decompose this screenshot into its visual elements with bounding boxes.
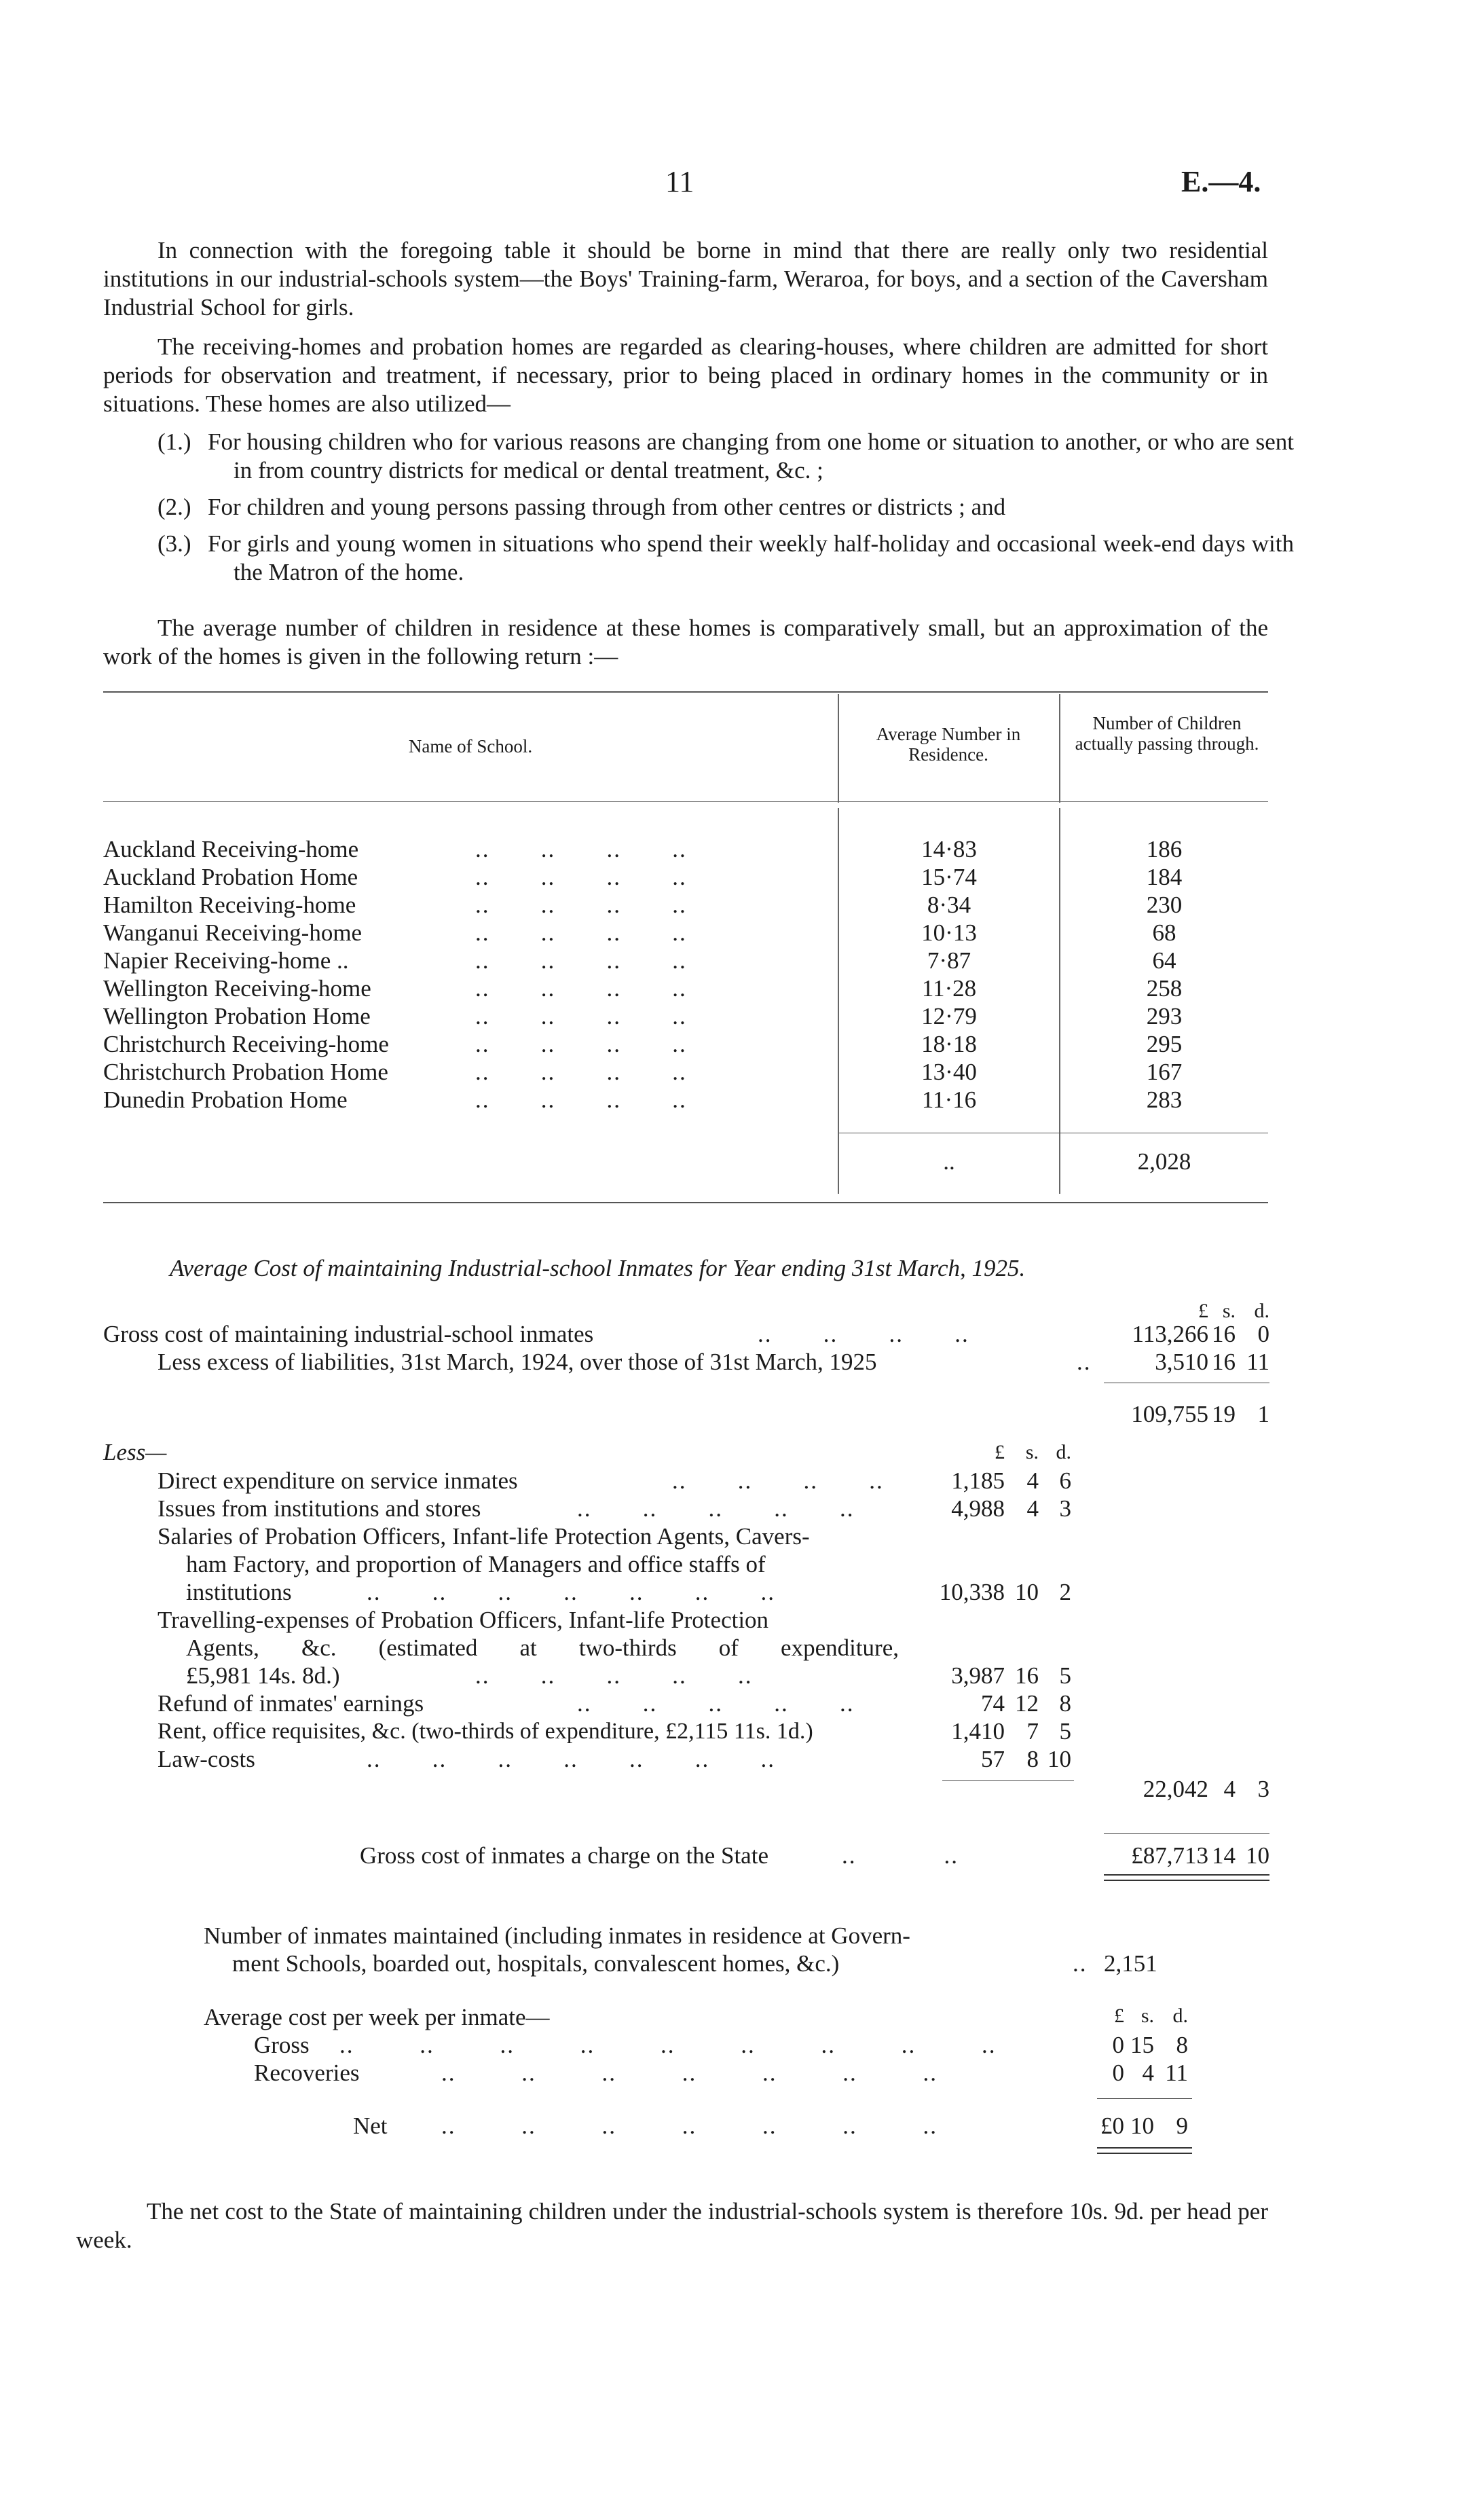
deduction-pounds: 57 — [981, 1746, 1005, 1772]
weekly-shillings: 4 — [1142, 2060, 1154, 2086]
gross-pounds: 113,266 — [1132, 1321, 1208, 1347]
paragraph-1: In connection with the foregoing table it should be borne in mind that there are really only two residential institutions in our industrial-schools system—the Boys' Training-farm, Weraroa, for boys, and a section of the Caversham Industrial School for girls. — [103, 237, 1268, 321]
passing-value: 230 — [1146, 892, 1183, 918]
column-header-passing: Number of Children actually passing through. — [1075, 713, 1259, 754]
leader-dots: .. .. .. .. .. — [475, 1662, 753, 1689]
closing-paragraph: The net cost to the State of maintaining children under the industrial-schools system is therefore 10s. 9d. per head per week. — [76, 2198, 1268, 2253]
leader-dots: .. .. .. .. — [758, 1321, 969, 1347]
school-name: Wanganui Receiving-home — [103, 919, 363, 946]
leader-dots: .. .. .. .. .. .. .. — [441, 2113, 938, 2139]
leader-dots: .. .. .. .. .. .. .. — [367, 1746, 775, 1772]
average-value: 13·40 — [921, 1059, 977, 1085]
deduction-pounds: 4,988 — [951, 1495, 1005, 1522]
pence-head: d. — [1254, 1300, 1269, 1322]
school-name: Hamilton Receiving-home — [103, 892, 356, 918]
passing-value: 295 — [1146, 1031, 1183, 1057]
deductions-total-shillings: 4 — [1223, 1776, 1236, 1802]
deduction-shillings: 4 — [1026, 1467, 1039, 1494]
list-item: For girls and young women in situations who spend their weekly half-holiday and occasional week-end days with the Matron of the home. — [208, 530, 1294, 585]
school-name: Wellington Receiving-home — [103, 975, 371, 1002]
weekly-pounds-head: £ — [1114, 2005, 1124, 2027]
deduction-label: Refund of inmates' earnings — [157, 1690, 424, 1717]
deduction-shillings: 16 — [1015, 1662, 1039, 1689]
passing-value: 64 — [1152, 947, 1176, 974]
deduction-pence: 8 — [1059, 1690, 1071, 1717]
average-value: 12·79 — [921, 1003, 977, 1029]
leader-dots: .. .. .. .. .. — [577, 1495, 855, 1522]
inmates-label: ment Schools, boarded out, hospitals, convalescent homes, &c.) — [232, 1950, 840, 1977]
average-value: 11·28 — [921, 975, 977, 1002]
passing-value: 293 — [1146, 1003, 1183, 1029]
less-excess-pence: 11 — [1246, 1349, 1269, 1375]
passing-value: 186 — [1146, 836, 1183, 862]
deduction-label: Direct expenditure on service inmates — [157, 1467, 518, 1494]
less-excess-shillings: 16 — [1212, 1349, 1236, 1375]
leader-dots: .. .. .. .. — [475, 864, 687, 890]
inmates-count: 2,151 — [1104, 1950, 1157, 1977]
list-item: For housing children who for various reasons are changing from one home or situation to another, or who are sent in from country districts for medical or dental treatment, &c. ; — [208, 428, 1294, 483]
school-name: Christchurch Receiving-home — [103, 1031, 389, 1057]
deduction-shillings-head: s. — [1025, 1441, 1039, 1463]
net-state-pence: 10 — [1246, 1842, 1269, 1869]
deduction-pence: 10 — [1047, 1746, 1071, 1772]
leader-dots: .. .. .. .. — [475, 975, 687, 1002]
weekly-pence: 11 — [1165, 2060, 1188, 2086]
passing-value: 68 — [1152, 919, 1176, 946]
deduction-label: Agents, &c. (estimated at two-thirds of expenditure, — [186, 1634, 899, 1661]
leader-dots: .. — [1077, 1349, 1092, 1375]
list-item-number: (1.) — [157, 428, 191, 455]
deduction-label: institutions — [186, 1579, 292, 1605]
leader-dots: .. .. .. .. .. — [577, 1690, 855, 1717]
deduction-label: Travelling-expenses of Probation Officers, Infant-life Protection — [157, 1607, 769, 1633]
average-value: 14·83 — [921, 836, 977, 862]
net-state-label: Gross cost of inmates a charge on the State — [360, 1842, 768, 1869]
leader-dots: .. .. .. .. — [475, 892, 687, 918]
weekly-shillings-head: s. — [1140, 2005, 1154, 2027]
leader-dots: .. .. .. .. — [475, 919, 687, 946]
page-number: 11 — [665, 165, 694, 198]
average-value: 18·18 — [921, 1031, 977, 1057]
subtotal-pounds: 109,755 — [1131, 1401, 1208, 1427]
weekly-row-label: Recoveries — [254, 2060, 360, 2086]
weekly-shillings: 15 — [1130, 2032, 1154, 2058]
deduction-pence-head: d. — [1056, 1441, 1071, 1463]
average-value: 10·13 — [921, 919, 977, 946]
shillings-head: s. — [1222, 1300, 1236, 1322]
deduction-pence: 5 — [1059, 1718, 1071, 1744]
net-label: Net — [353, 2113, 388, 2139]
deduction-label: Salaries of Probation Officers, Infant-life Protection Agents, Cavers- — [157, 1523, 810, 1550]
subtotal-shillings: 19 — [1212, 1401, 1236, 1427]
average-value: 7·87 — [927, 947, 971, 974]
deduction-shillings: 7 — [1026, 1718, 1039, 1744]
total-passing: 2,028 — [1137, 1148, 1191, 1175]
report-code: E.—4. — [1181, 165, 1261, 198]
deduction-pounds: 1,410 — [951, 1718, 1005, 1744]
deduction-label: Law-costs — [157, 1746, 255, 1772]
leader-dots: .. .. .. .. — [475, 1031, 687, 1057]
leader-dots: .. .. .. .. — [475, 1003, 687, 1029]
net-pounds: £0 — [1100, 2113, 1124, 2139]
school-name: Auckland Receiving-home — [103, 836, 359, 862]
deduction-pounds: 3,987 — [951, 1662, 1005, 1689]
deduction-pence: 2 — [1059, 1579, 1071, 1605]
deductions-total-pounds: 22,042 — [1143, 1776, 1208, 1802]
deduction-shillings: 4 — [1026, 1495, 1039, 1522]
column-header-name: Name of School. — [408, 736, 533, 756]
average-value: 15·74 — [921, 864, 977, 890]
paragraph-3: The average number of children in residence at these homes is comparatively small, but an approximation of the work of the homes is given in the following return :— — [103, 615, 1268, 670]
average-value: 8·34 — [927, 892, 971, 918]
school-name: Dunedin Probation Home — [103, 1086, 348, 1113]
gross-shillings: 16 — [1212, 1321, 1236, 1347]
leader-dots: .. — [1073, 1950, 1088, 1977]
weekly-pence: 8 — [1176, 2032, 1188, 2058]
leader-dots: .. .. — [842, 1842, 959, 1869]
column-header-average: Average Number in Residence. — [876, 724, 1021, 765]
deduction-label: Rent, office requisites, &c. (two-thirds of expenditure, £2,115 11s. 1d.) — [157, 1719, 813, 1744]
deduction-pounds-head: £ — [995, 1441, 1005, 1463]
net-pence: 9 — [1176, 2113, 1188, 2139]
net-shillings: 10 — [1130, 2113, 1154, 2139]
inmates-label: Number of inmates maintained (including inmates in residence at Govern- — [204, 1922, 910, 1949]
deduction-pounds: 74 — [981, 1690, 1005, 1717]
leader-dots: .. .. .. .. — [475, 947, 687, 974]
deduction-label: Issues from institutions and stores — [157, 1495, 481, 1522]
school-name: Auckland Probation Home — [103, 864, 358, 890]
net-state-pounds: £87,713 — [1131, 1842, 1208, 1869]
leader-dots: .. .. .. .. .. .. .. — [367, 1579, 775, 1605]
leader-dots: .. .. .. .. .. .. .. .. .. — [339, 2032, 997, 2058]
less-excess-pounds: 3,510 — [1155, 1349, 1208, 1375]
total-average: .. — [943, 1148, 955, 1175]
paragraph-2: The receiving-homes and probation homes are regarded as clearing-houses, where children are admitted for short periods for observation and treatment, if necessary, prior to being placed in ordinary homes in the community or in situations. These homes are also utilized— — [103, 333, 1268, 417]
deduction-label: ham Factory, and proportion of Managers and office staffs of — [186, 1551, 766, 1577]
list-item-number: (3.) — [157, 530, 191, 557]
gross-pence: 0 — [1257, 1321, 1269, 1347]
less-excess-label: Less excess of liabilities, 31st March, 1924, over those of 31st March, 1925 — [157, 1349, 877, 1375]
list-item-number: (2.) — [157, 494, 191, 520]
weekly-pounds: 0 — [1112, 2032, 1124, 2058]
gross-label: Gross cost of maintaining industrial-school inmates — [103, 1321, 594, 1347]
deduction-pence: 3 — [1059, 1495, 1071, 1522]
passing-value: 258 — [1146, 975, 1183, 1002]
leader-dots: .. .. .. .. — [672, 1467, 884, 1494]
passing-value: 184 — [1146, 864, 1183, 890]
deductions-total-pence: 3 — [1257, 1776, 1269, 1802]
school-name: Napier Receiving-home .. — [103, 947, 349, 974]
net-state-shillings: 14 — [1212, 1842, 1236, 1869]
leader-dots: .. .. .. .. — [475, 1059, 687, 1085]
passing-value: 167 — [1146, 1059, 1183, 1085]
deduction-pounds: 1,185 — [951, 1467, 1005, 1494]
less-label: Less— — [103, 1439, 167, 1465]
deduction-shillings: 8 — [1026, 1746, 1039, 1772]
pounds-head: £ — [1198, 1300, 1208, 1322]
deduction-shillings: 10 — [1015, 1579, 1039, 1605]
list-item: For children and young persons passing through from other centres or districts ; and — [208, 494, 1006, 520]
deduction-pence: 6 — [1059, 1467, 1071, 1494]
weekly-row-label: Gross — [254, 2032, 310, 2058]
school-name: Wellington Probation Home — [103, 1003, 371, 1029]
passing-value: 283 — [1146, 1086, 1183, 1113]
leader-dots: .. .. .. .. — [475, 1086, 687, 1113]
cost-title: Average Cost of maintaining Industrial-school Inmates for Year ending 31st March, 1925. — [170, 1255, 1026, 1281]
school-name: Christchurch Probation Home — [103, 1059, 388, 1085]
deduction-label: £5,981 14s. 8d.) — [186, 1662, 340, 1689]
leader-dots: .. .. .. .. — [475, 836, 687, 862]
leader-dots: .. .. .. .. .. .. .. — [441, 2060, 938, 2086]
deduction-pence: 5 — [1059, 1662, 1071, 1689]
weekly-pounds: 0 — [1112, 2060, 1124, 2086]
subtotal-pence: 1 — [1257, 1401, 1269, 1427]
deduction-shillings: 12 — [1015, 1690, 1039, 1717]
average-value: 11·16 — [921, 1086, 977, 1113]
weekly-pence-head: d. — [1172, 2005, 1188, 2027]
deduction-pounds: 10,338 — [939, 1579, 1005, 1605]
weekly-label: Average cost per week per inmate— — [204, 2004, 550, 2030]
